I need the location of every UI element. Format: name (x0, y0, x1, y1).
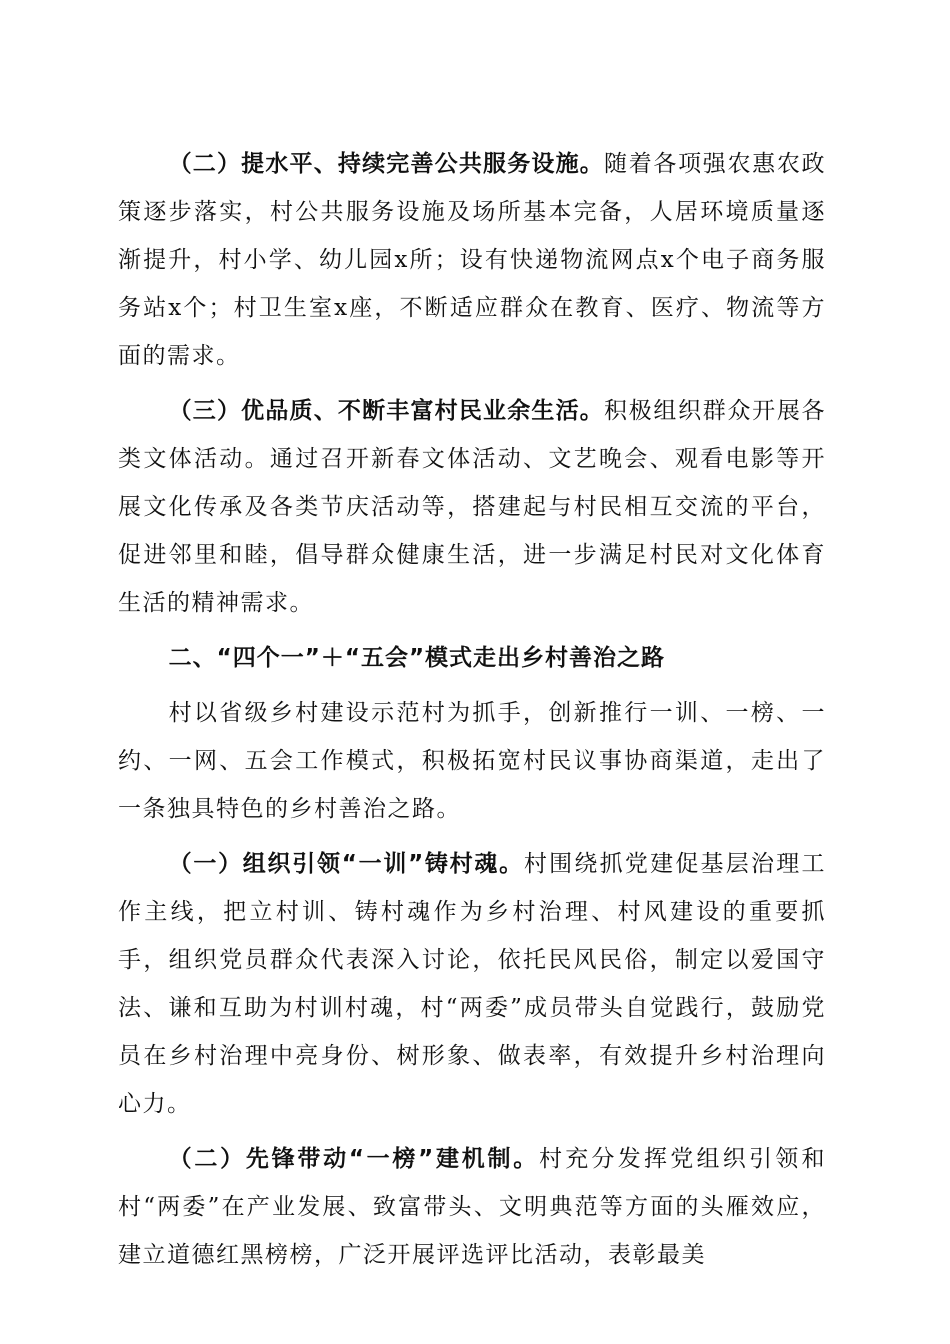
paragraph-lead: （一）组织引领“一训”铸村魂。 (168, 851, 524, 877)
paragraph-text: 随着各项强农惠农政策逐步落实，村公共服务设施及场所基本完备，人居环境质量逐渐提升，村小学、幼儿园x所；设有快递物流网点x个电子商务服务站x个；村卫生室x座，不断适应群众在教育、医疗、物流等方面的需求。 (118, 151, 827, 369)
paragraph-public-services (118, 140, 826, 380)
paragraph-lead: （三）优品质、不断丰富村民业余生活。 (168, 398, 604, 424)
section-heading: 二、“四个一”＋“五会”模式走出乡村善治之路 (168, 645, 666, 671)
paragraph-village-motto (118, 840, 826, 1128)
paragraph-cultural-life (118, 387, 826, 627)
paragraph-lead: （二）提水平、持续完善公共服务设施。 (168, 151, 604, 177)
paragraph-text: 村围绕抓党建促基层治理工作主线，把立村训、铸村魂作为乡村治理、村风建设的重要抓手，组织党员群众代表深入讨论，依托民风民俗，制定以爱国守法、谦和互助为村训村魂，村“两委”成员带头自觉践行，鼓励党员在乡村治理中亮身份、树形象、做表率，有效提升乡村治理向心力。 (118, 851, 827, 1117)
paragraph-lead: （二）先锋带动“一榜”建机制。 (168, 1146, 540, 1172)
paragraph-text: 积极组织群众开展各类文体活动。通过召开新春文体活动、文艺晚会、观看电影等开展文化传承及各类节庆活动等，搭建起与村民相互交流的平台，促进邻里和睦，倡导群众健康生活，进一步满足村民对文化体育生活的精神需求。 (118, 398, 827, 616)
paragraph-honor-list (118, 1135, 826, 1279)
document-body (118, 140, 826, 1279)
paragraph-text: 村充分发挥党组织引领和村“两委”在产业发展、致富带头、文明典范等方面的头雁效应，建立道德红黑榜榜，广泛开展评选评比活动，表彰最美 (118, 1146, 827, 1268)
paragraph-intro: 村以省级乡村建设示范村为抓手，创新推行一训、一榜、一约、一网、五会工作模式，积极拓宽村民议事协商渠道，走出了一条独具特色的乡村善治之路。 (118, 700, 826, 822)
